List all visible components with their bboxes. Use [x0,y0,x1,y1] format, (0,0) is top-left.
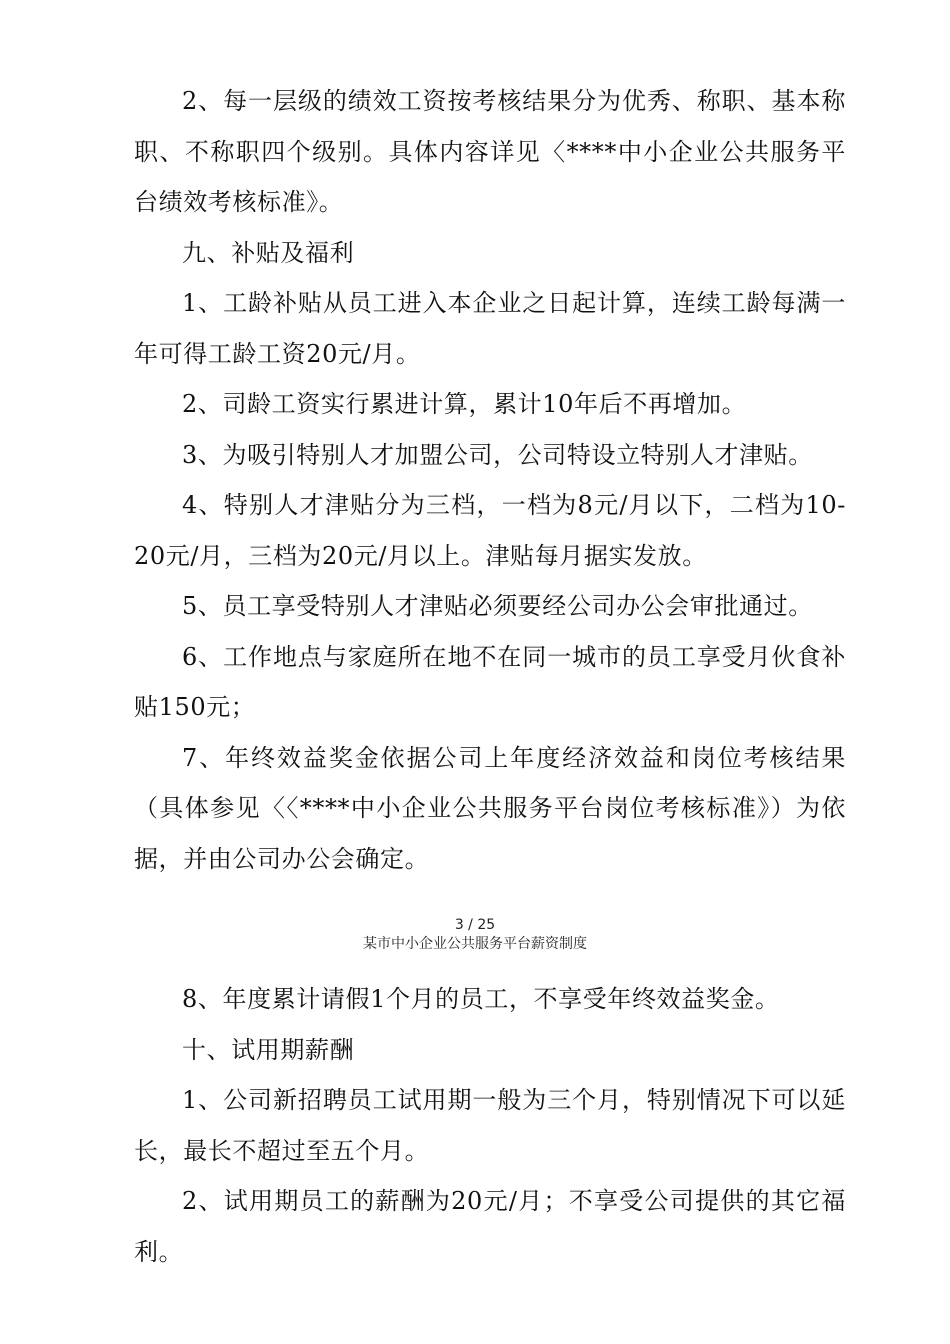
page-footer [0,916,950,954]
document-title: 某市中小企业公共服务平台薪资制度 [363,936,587,952]
section-heading-probation-pay: 十、试用期薪酬 [182,1035,355,1064]
paragraph-leave-bonus-rule: 8、年度累计请假1个月的员工，不享受年终效益奖金。 [182,985,780,1013]
paragraph-probation-period: 1、公司新招聘员工试用期一般为三个月，特别情况下可以延长，最长不超过至五个月。 [134,1086,846,1165]
paragraph-seniority-cap: 2、司龄工资实行累进计算，累计10年后不再增加。 [182,390,747,418]
body-text-bottom [134,974,846,1277]
section-heading-subsidies: 九、补贴及福利 [182,238,355,267]
body-text-top [134,76,846,884]
paragraph-meal-subsidy: 6、工作地点与家庭所在地不在同一城市的员工享受月伙食补贴150元； [134,642,846,721]
paragraph-seniority-subsidy: 1、工龄补贴从员工进入本企业之日起计算，连续工龄每满一年可得工龄工资20元/月。 [134,289,846,368]
paragraph-year-end-bonus: 7、年终效益奖金依据公司上年度经济效益和岗位考核结果（具体参见〈〈****中小企业公共服务平台岗位考核标准》）为依据，并由公司办公会确定。 [134,743,846,873]
paragraph-allowance-tiers: 4、特别人才津贴分为三档，一档为8元/月以下，二档为10-20元/月，三档为20元/月以上。津贴每月据实发放。 [134,491,846,570]
paragraph-probation-salary: 2、试用期员工的薪酬为20元/月；不享受公司提供的其它福利。 [134,1187,846,1266]
paragraph-allowance-approval: 5、员工享受特别人才津贴必须要经公司办公会审批通过。 [182,592,813,620]
page-number: 3 / 25 [454,917,496,933]
paragraph-performance-levels: 2、每一层级的绩效工资按考核结果分为优秀、称职、基本称职、不称职四个级别。具体内容详见〈****中小企业公共服务平台绩效考核标准》。 [134,87,846,216]
paragraph-talent-allowance: 3、为吸引特别人才加盟公司，公司特设立特别人才津贴。 [182,440,813,469]
